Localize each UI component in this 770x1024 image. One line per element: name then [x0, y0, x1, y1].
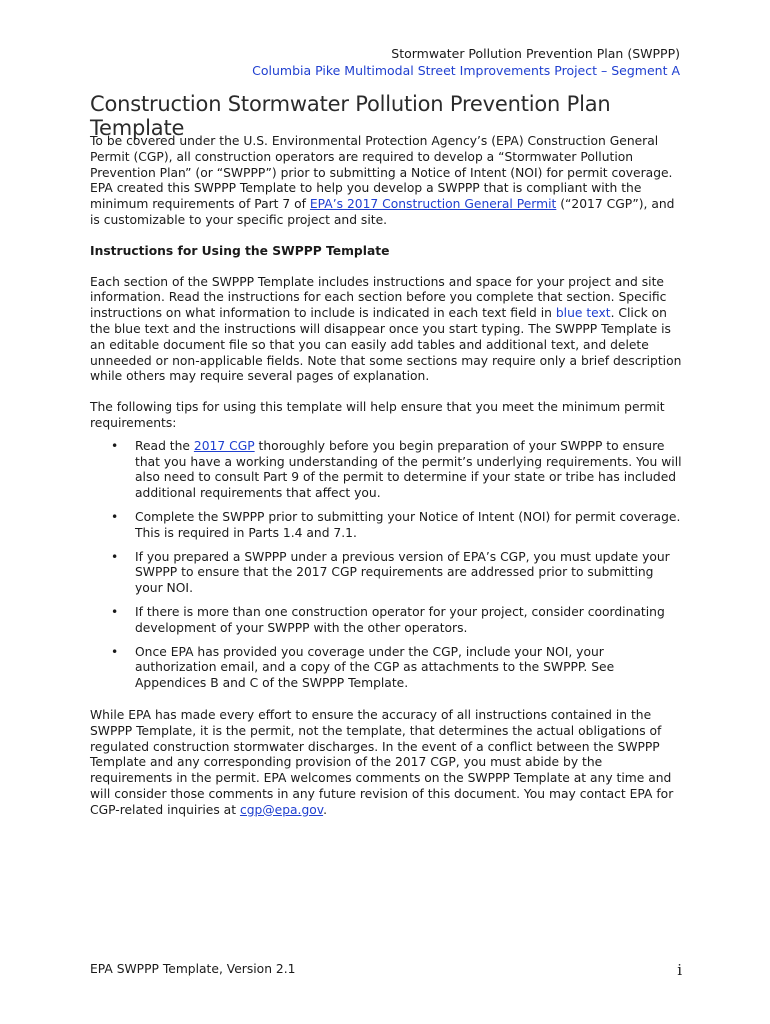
- closing-text-end: .: [323, 802, 328, 817]
- instructions-paragraph: [90, 275, 682, 386]
- bullet-icon: •: [111, 438, 119, 453]
- list-item: [90, 605, 682, 637]
- tip-text: If you prepared a SWPPP under a previous version of EPA’s CGP, you must update your SWPPP to ensure that the 2017 CGP requirements are addressed prior to submitting your NOI.: [135, 549, 670, 596]
- intro-text-end: (“2017 CGP”), and is customizable to your specific project and site.: [90, 197, 675, 227]
- blue-text-sample: blue text: [555, 306, 611, 321]
- page-footer: [90, 961, 682, 979]
- list-item: [90, 439, 682, 502]
- instructions-text: Each section of the SWPPP Template includes instructions and space for your project and site information. Read the instructions for each section before you complete that section. Specific instructions on what information to include is indicated in each text field in: [90, 274, 667, 321]
- intro-text: To be covered under the U.S. Environmental Protection Agency’s (EPA) Construction General Permit (CGP), all construction operators are required to develop a “Stormwater Pollution Prevention Plan” (or “SWPPP”) prior to submitting a Notice of Intent (NOI) for permit coverage. EPA created this SWPPP Template to help you develop a SWPPP that is compliant with the minimum requirements of Part 7 of: [90, 134, 673, 212]
- email-link[interactable]: cgp@epa.gov: [239, 802, 324, 817]
- bullet-icon: •: [111, 549, 119, 564]
- cgp-link[interactable]: 2017 CGP: [193, 438, 255, 453]
- intro-paragraph: [90, 134, 682, 229]
- bullet-icon: •: [111, 509, 119, 524]
- list-item: [90, 550, 682, 597]
- instructions-heading: Instructions for Using the SWPPP Template: [90, 243, 390, 258]
- page-header: [252, 45, 680, 79]
- instructions-text-end: . Click on the blue text and the instructions will disappear once you start typing. The SWPPP Template is an editable document file so that you can easily add tables and additional text, and delete unneeded or non-applicable fields. Note that some sections may require only a brief description while others may require several pages of explanation.: [90, 306, 682, 384]
- closing-text: While EPA has made every effort to ensure the accuracy of all instructions contained in the SWPPP Template, it is the permit, not the template, that determines the actual obligations of regulated construction stormwater discharges. In the event of a conflict between the SWPPP Template and any corresponding provision of the 2017 CGP, you must abide by the requirements in the permit. EPA welcomes comments on the SWPPP Template at any time and will consider those comments in any future revision of this document. You may contact EPA for CGP-related inquiries at: [90, 707, 674, 817]
- footer-label: EPA SWPPP Template, Version 2.1: [90, 962, 296, 976]
- tip-text: If there is more than one construction operator for your project, consider coordinating development of your SWPPP with the other operators.: [135, 604, 665, 635]
- document-body: [90, 134, 682, 833]
- tip-text-end: thoroughly before you begin preparation of your SWPPP to ensure that you have a working understanding of the permit’s underlying requirements. You will also need to consult Part 9 of the permit to determine if your state or tribe has included additional requirements that affect you.: [135, 438, 682, 501]
- page-number: i: [677, 961, 682, 979]
- tip-text: Once EPA has provided you coverage under the CGP, include your NOI, your authorization email, and a copy of the CGP as attachments to the SWPPP. See Appendices B and C of the SWPPP Template.: [135, 644, 615, 691]
- page-title: Construction Stormwater Pollution Prevention Plan Template: [90, 92, 611, 140]
- tip-text: Read the: [135, 438, 194, 453]
- list-item: [90, 645, 682, 692]
- tip-text: Complete the SWPPP prior to submitting your Notice of Intent (NOI) for permit coverage. This is required in Parts 1.4 and 7.1.: [135, 509, 681, 540]
- header-project-name: Columbia Pike Multimodal Street Improvements Project – Segment A: [252, 63, 680, 78]
- header-doc-title: Stormwater Pollution Prevention Plan (SWPPP): [391, 46, 680, 61]
- cgp-2017-link[interactable]: EPA’s 2017 Construction General Permit: [309, 197, 557, 212]
- closing-paragraph: [90, 708, 682, 819]
- bullet-icon: •: [111, 604, 119, 619]
- tips-intro: The following tips for using this template will help ensure that you meet the minimum permit requirements:: [90, 400, 665, 430]
- bullet-icon: •: [111, 644, 119, 659]
- tips-list: [90, 439, 682, 692]
- list-item: [90, 510, 682, 542]
